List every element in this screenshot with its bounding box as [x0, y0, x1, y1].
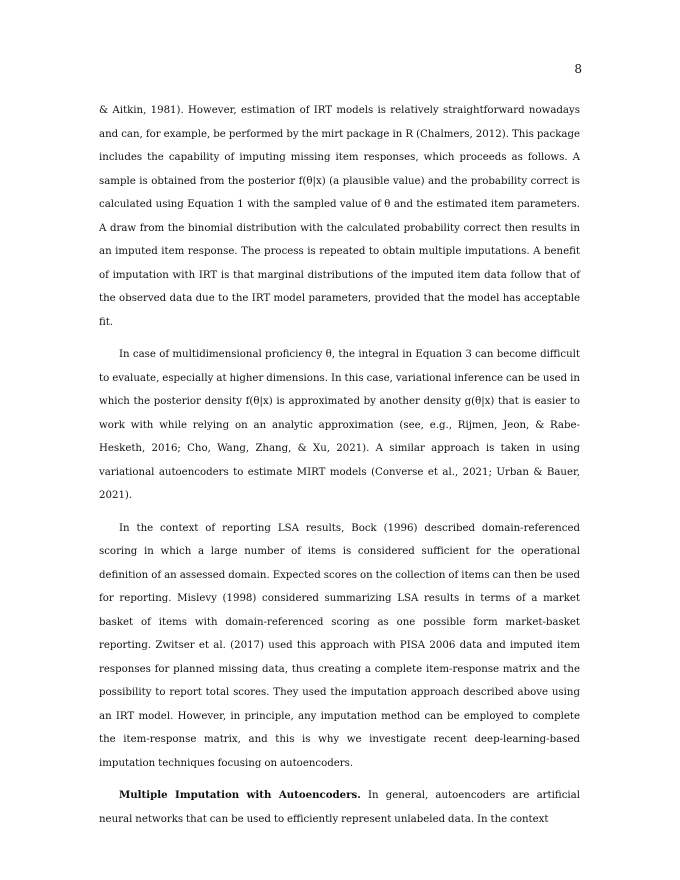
paragraph-text: In the context of reporting LSA results, Bock (1996) described domain-referenced scoring in which a large number of items is considered sufficient for the operational definition of an assessed domain. Expected scores on the collection of items can then be used for reporting. Mislevy (1998) considered summarizing LSA results in terms of a market basket of items with domain-referenced scoring as one possible form market-basket reporting. Zwitser et al. (2017) used this approach with PISA 2006 data and imputed item responses for planned missing data, thus creating a complete item-response matrix and the possibility to report total scores. They used the imputation approach described above using an IRT model. However, in principle, any imputation method can be employed to complete the item-response matrix, and this is why we investigate recent deep-learning-based imputation techniques focusing on autoencoders.	[99, 522, 580, 769]
paragraph-autoencoders	[99, 784, 580, 831]
paragraph-lsa-reporting	[99, 517, 580, 776]
paragraph-text: In general, autoencoders are artificial neural networks that can be used to efficiently represent unlabeled data. In the context	[99, 790, 580, 825]
paragraph-multidimensional	[99, 343, 580, 508]
page-number: 8	[574, 62, 582, 76]
paragraph-text: & Aitkin, 1981). However, estimation of IRT models is relatively straightforward nowadays and can, for example, be performed by the mirt package in R (Chalmers, 2012). This package includes the capability of imputing missing item responses, which proceeds as follows. A sample is obtained from the posterior f(θ|x) (a plausible value) and the probability correct is calculated using Equation 1 with the sampled value of θ and the estimated item parameters. A draw from the binomial distribution with the calculated probability correct then results in an imputed item response. The process is repeated to obtain multiple imputations. A benefit of imputation with IRT is that marginal distributions of the imputed item data follow that of the observed data due to the IRT model parameters, provided that the model has acceptable fit.	[99, 105, 580, 328]
paragraph-text: In case of multidimensional proficiency θ, the integral in Equation 3 can become difficult to evaluate, especially at higher dimensions. In this case, variational inference can be used in which the posterior density f(θ|x) is approximated by another density g(θ|x) that is easier to work with while relying on an analytic approximation (see, e.g., Rijmen, Jeon, & Rabe-Hesketh, 2016; Cho, Wang, Zhang, & Xu, 2021). A similar approach is taken in using variational autoencoders to estimate MIRT models (Converse et al., 2021; Urban & Bauer, 2021).	[99, 349, 580, 501]
section-heading: Multiple Imputation with Autoencoders.	[119, 789, 361, 801]
paragraph-irt-imputation	[99, 99, 580, 334]
body-text	[99, 99, 580, 831]
